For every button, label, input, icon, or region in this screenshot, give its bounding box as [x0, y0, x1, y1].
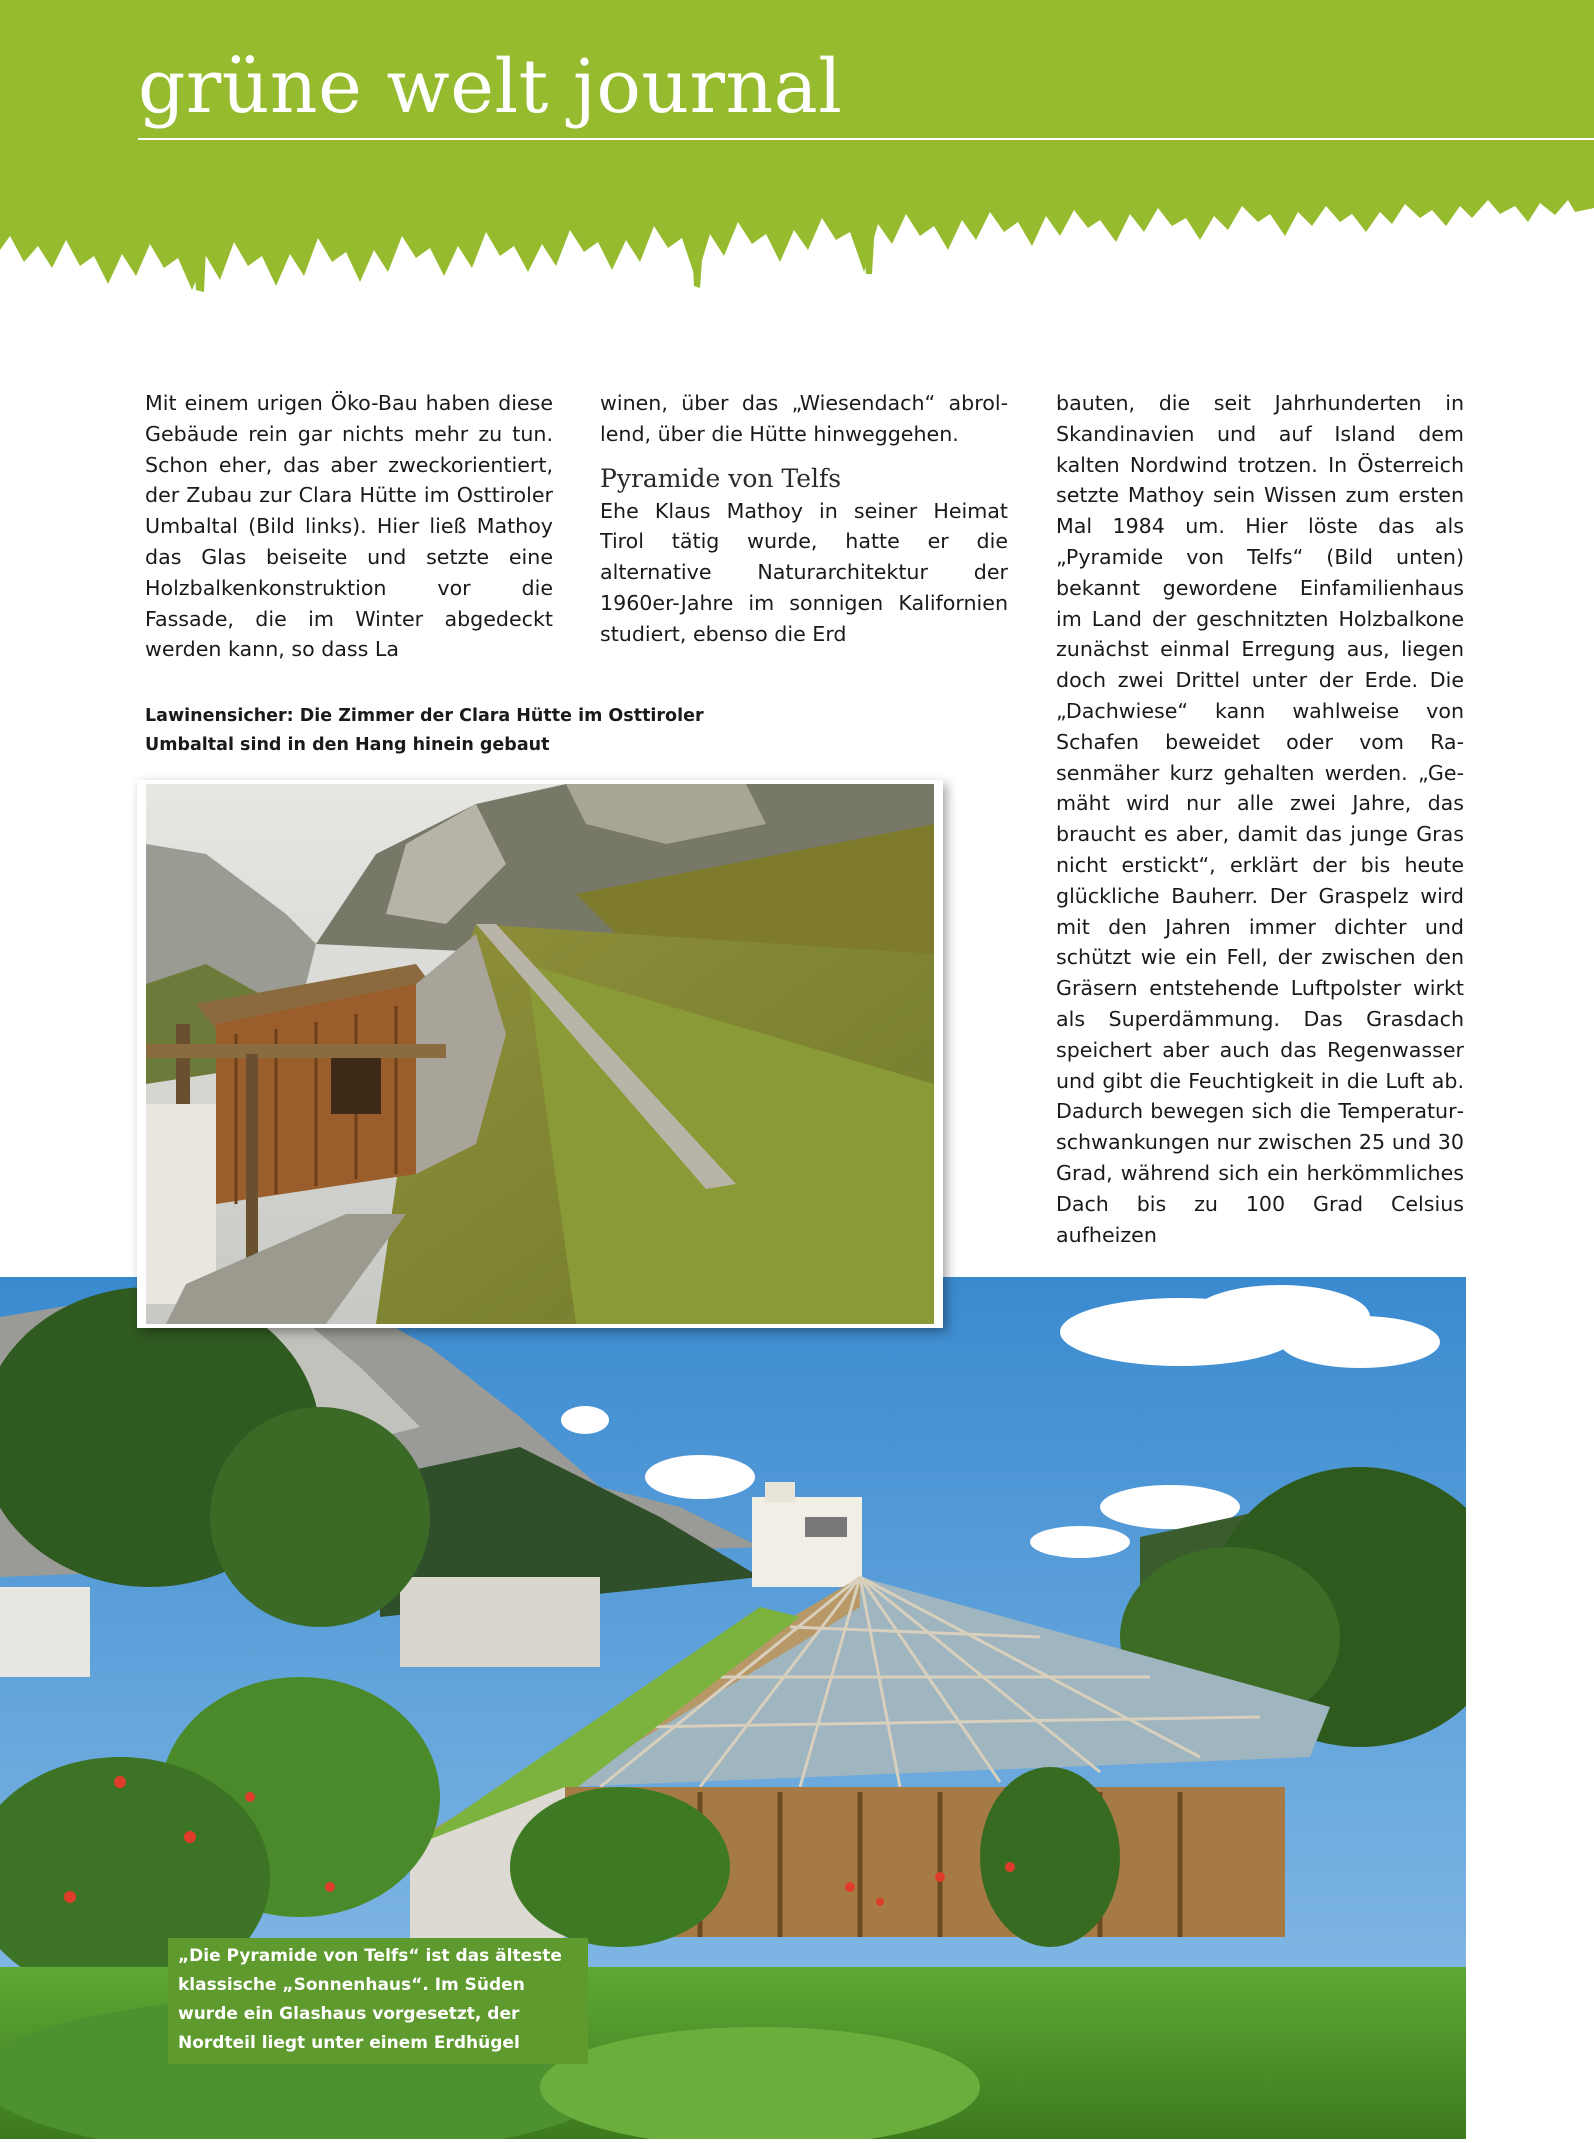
journal-title: grüne welt journal — [138, 44, 843, 130]
section-subheading: Pyramide von Telfs — [600, 463, 842, 493]
title-rule — [138, 138, 1594, 140]
text-column-1 — [145, 388, 553, 665]
hut-photo-caption: Lawinensicher: Die Zimmer der Clara Hütte im Osttiroler Umbaltal sind in den Hang hinein gebaut — [145, 706, 704, 755]
journal-header — [0, 0, 1594, 300]
text-column-3 — [1056, 388, 1464, 1250]
clara-huette-photo — [137, 780, 943, 1328]
body-paragraph: Mit einem urigen Öko-Bau haben diese Gebäude rein gar nichts mehr zu tun. Schon eher, das aber zweckorientiert, der Zubau zur Clara Hütte im Osttiroler Umbaltal (Bild links). Hier ließ Mathoy das Glas beiseite und setzte eine Holzbalkenkonstruktion vor die Fassade, die im Winter abgedeckt werden kann, so dass La — [145, 391, 553, 662]
text-column-2 — [600, 388, 1008, 650]
body-paragraph: winen, über das „Wiesendach“ abrollend, über die Hütte hinweggehen. — [600, 391, 1008, 446]
body-paragraph: bauten, die seit Jahrhunderten in Skandinavien und auf Island dem kalten Nordwind trotzen. In Österreich setzte Mathoy sein Wissen zum ersten Mal 1984 um. Hier löste das als „Pyramide von Telfs“ (Bild unten) bekannt gewordene Einfamilienhaus im Land der geschnitzten Holzbalkone zunächst einmal Erregung aus, liegen doch zwei Drittel unter der Erde. Die „Dachwiese“ kann wahlweise von Schafen beweidet oder vom Rasenmäher kurz gehalten werden. „Gemäht wird nur alle zwei Jahre, das braucht es aber, damit das junge Gras nicht erstickt“, erklärt der bis heute glückliche Bauherr. Der Graspelz wird mit den Jahren immer dichter und schützt wie ein Fell, der zwischen den Gräsern entstehende Luftpolster wirkt als Superdämmung. Das Grasdach speichert aber auch das Regenwasser und gibt die Feuchtigkeit in die Luft ab. Dadurch bewegen sich die Temperaturschwankungen nur zwischen 25 und 30 Grad, während sich ein herkömmliches Dach bis zu 100 Grad Celsius aufheizen — [1056, 391, 1464, 1247]
pyramid-photo-caption: „Die Pyramide von Telfs“ ist das älteste klassische „Sonnenhaus“. Im Süden wurde ein Glashaus vorgesetzt, der Nordteil liegt unter einem Erdhügel — [168, 1938, 588, 2064]
body-paragraph: Ehe Klaus Mathoy in seiner Heimat Tirol tätig wurde, hatte er die alternative Naturarchitektur der 1960er-Jahre im sonnigen Kalifornien studiert, ebenso die Erd — [600, 498, 1008, 646]
